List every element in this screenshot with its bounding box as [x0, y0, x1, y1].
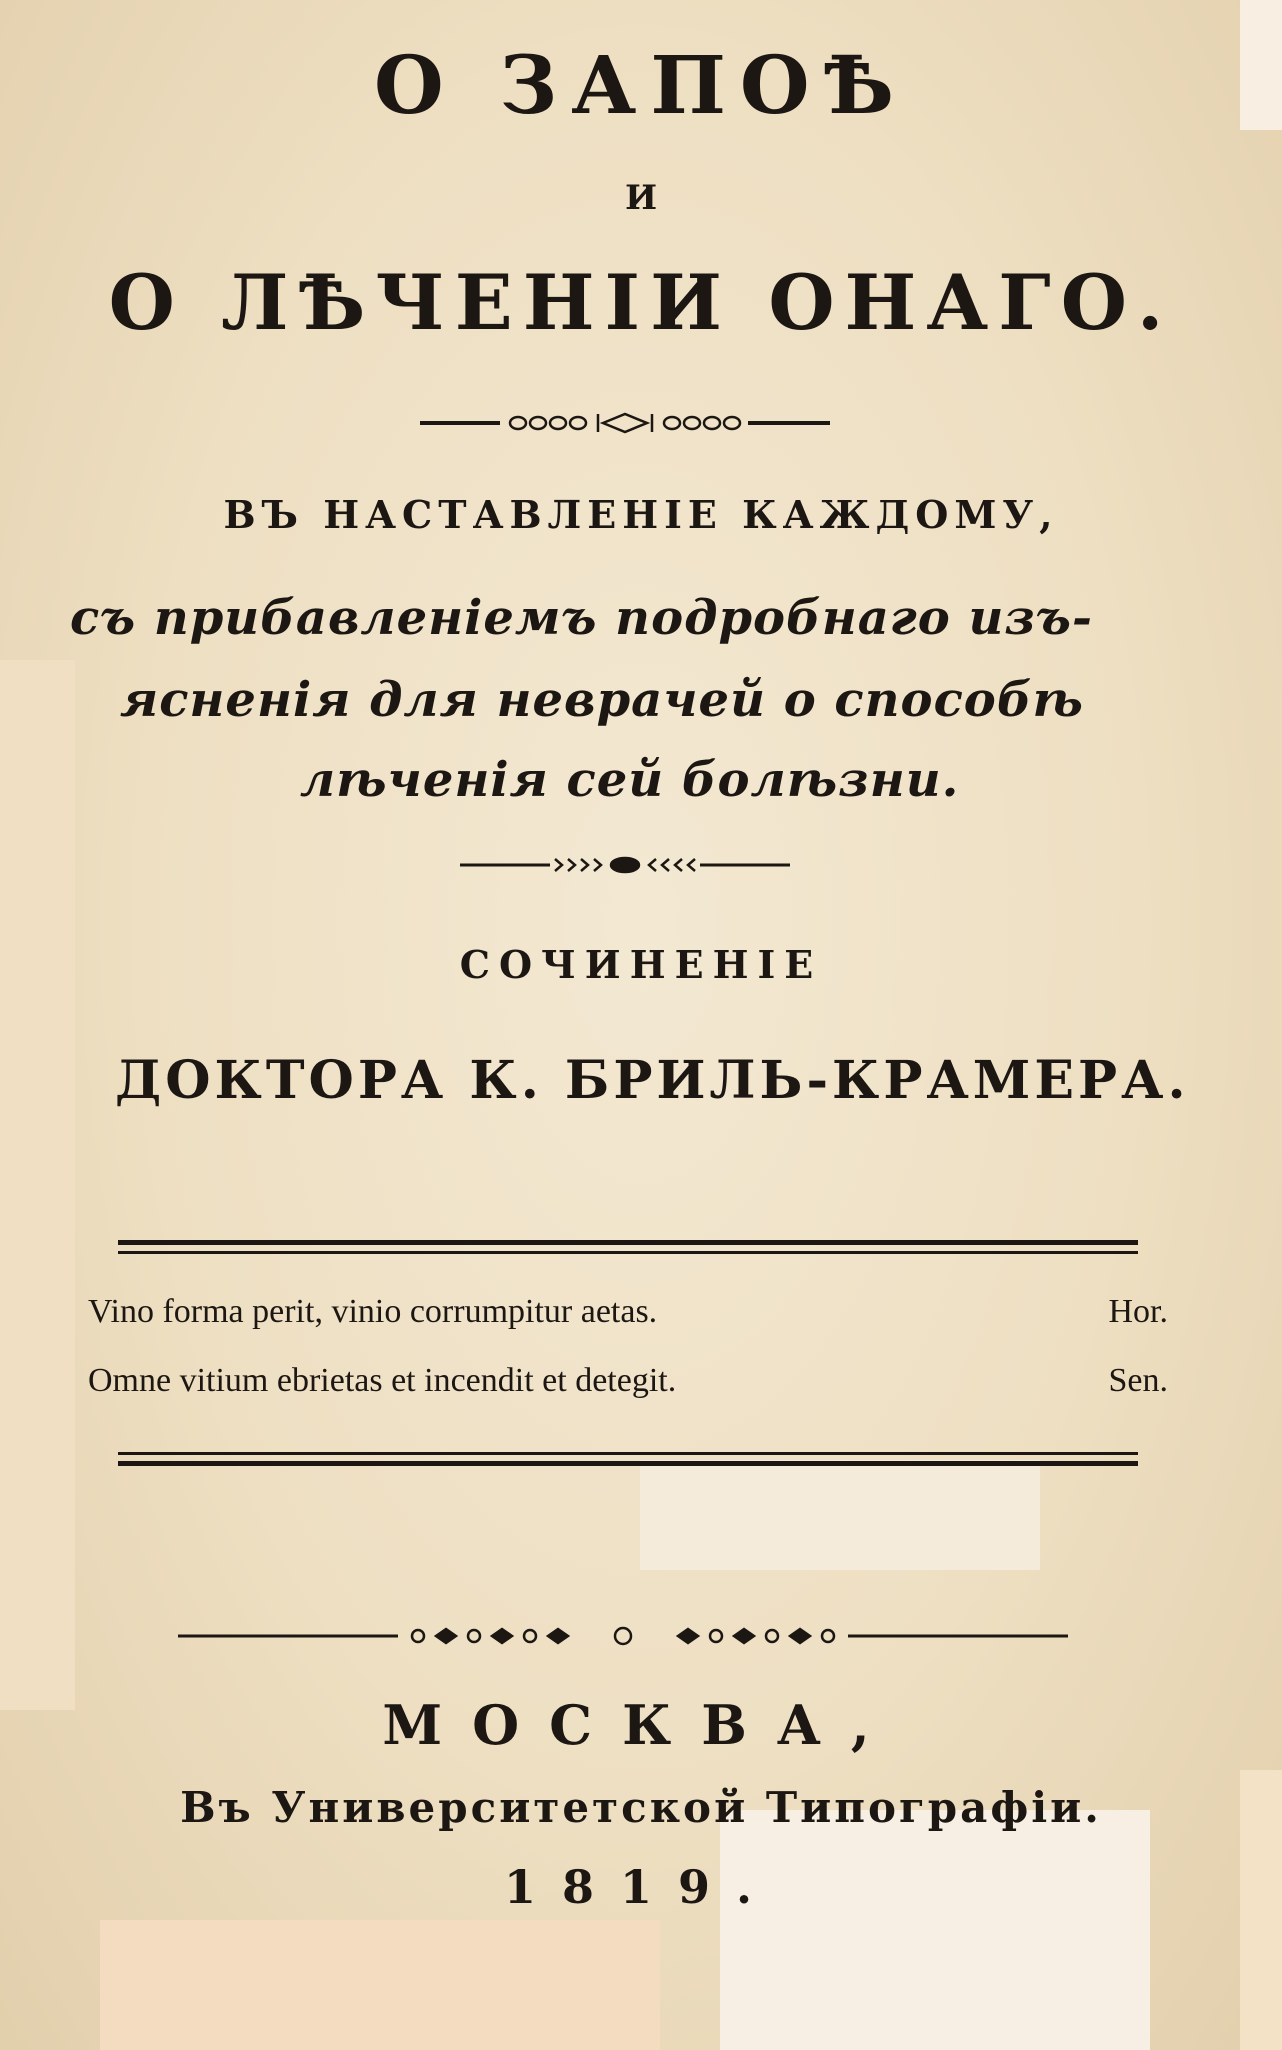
imprint-city: МОСКВА, [382, 1693, 900, 1757]
subtitle-line-4: лѣченія сей болѣзни. [300, 752, 960, 808]
imprint-year: 1819. [503, 1860, 779, 1914]
epigraph-2 [88, 1362, 1168, 1400]
epigraph-text: Vino forma perit, vinio corrumpitur aetas. [88, 1293, 658, 1330]
epigraph-source: Hor. [1108, 1293, 1168, 1330]
ornament-divider-3 [178, 1625, 1068, 1647]
imprint-press: Въ Университетской Типографіи. [180, 1783, 1102, 1832]
subtitle-line-3: ясненія для неврачей о способѣ [120, 672, 1084, 728]
subtitle-line-1: ВЪ НАСТАВЛЕНІЕ КАЖДОМУ, [223, 492, 1059, 537]
epigraph-1 [88, 1293, 1168, 1331]
ornament-divider-1 [420, 410, 830, 436]
subtitle-line-2: съ прибавленіемъ подробнаго изъ- [70, 590, 1093, 646]
works-label: СОЧИНЕНІЕ [459, 942, 823, 987]
author-line: ДОКТОРА К. БРИЛЬ-КРАМЕРА. [115, 1050, 1190, 1111]
title-line-1: О ЗАПОѢ [373, 38, 909, 132]
rule-top [118, 1240, 1138, 1260]
scan-patch [720, 1810, 1150, 2050]
scan-patch [0, 660, 75, 1710]
epigraph-text: Omne vitium ebrietas et incendit et detegit. [88, 1362, 677, 1399]
epigraph-source: Sen. [1108, 1362, 1168, 1399]
title-line-3: О ЛѢЧЕНІИ ОНАГО. [108, 258, 1174, 347]
scan-patch [640, 1460, 1040, 1570]
rule-bottom [118, 1452, 1138, 1472]
scan-patch [100, 1920, 660, 2050]
ornament-divider-2 [460, 855, 790, 875]
title-line-2: И [624, 178, 658, 218]
